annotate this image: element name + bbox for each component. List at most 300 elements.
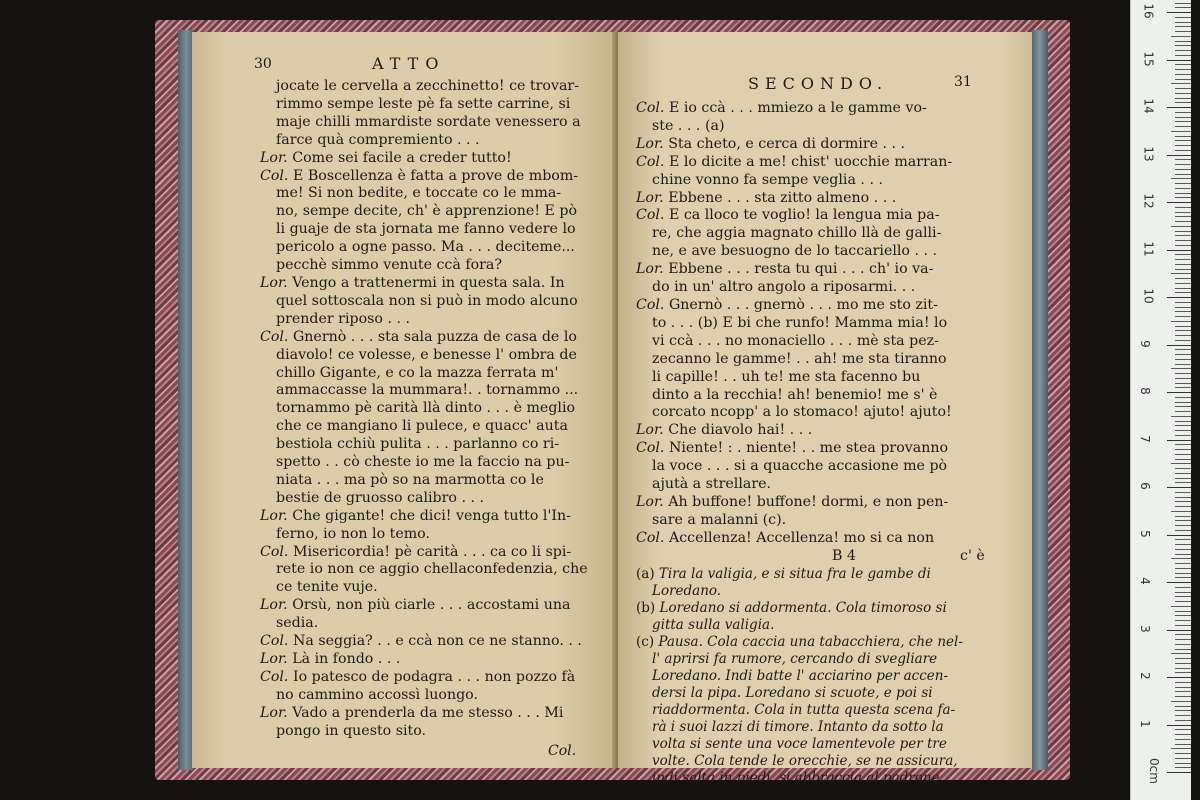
text-line [260,508,612,526]
line-text: ce tenite vuje. [276,579,378,596]
line-text: maje chilli mmardiste sordate venessero a [276,113,581,130]
right-page-text [636,100,1002,548]
ruler-tick [1175,98,1191,99]
ruler-tick [1175,64,1191,65]
left-page-number: 30 [254,56,272,72]
ruler-tick [1175,359,1191,360]
text-line [260,669,612,687]
ruler-label: 15 [1141,50,1156,67]
text-line [636,494,1002,512]
line-text: chine vonno fa sempe veglia . . . [652,171,883,188]
text-line [260,221,612,239]
ruler-tick [1167,250,1191,251]
ruler-tick [1175,539,1191,540]
ruler-tick [1167,582,1191,583]
line-text: Ah buffone! buffone! dormi, e non pen- [663,493,949,510]
ruler-tick [1175,364,1191,365]
ruler-tick [1175,335,1191,336]
speaker-label: Col. [636,529,665,546]
text-line [260,633,612,651]
line-text: Accellenza! Accellenza! mo si ca non [664,529,935,546]
line-text: prender riposo . . . [276,310,410,327]
line-text: spetto . . cò cheste io me la faccio na pu- [276,454,570,471]
ruler-tick [1175,425,1191,426]
text-line [260,329,612,347]
ruler-tick [1175,117,1191,118]
ruler-tick [1175,159,1191,160]
ruler-tick [1175,544,1191,545]
ruler-tick [1175,174,1191,175]
speaker-label: Col. [636,440,665,457]
ruler-tick [1175,264,1191,265]
ruler-tick [1175,720,1191,721]
footnote-line [636,566,1032,583]
line-text: li capille! . . uh te! me sta facenno bu [652,368,921,385]
ruler-tick [1175,292,1191,293]
ruler-tick [1175,682,1191,683]
speaker-label: Lor. [260,597,288,614]
ruler-tick [1175,188,1191,189]
line-text: E io ccà . . . mmiezo a le gamme vo- [664,100,927,116]
ruler-tick [1175,577,1191,578]
page-edge-right [1032,30,1048,770]
ruler-tick [1175,221,1191,222]
signature-mark: B 4 [832,547,856,564]
text-line [260,78,612,96]
footnote-text: l' aprirsi fa rumore, cercando di svegliare [652,650,938,667]
text-line [636,225,1002,243]
text-line [636,476,1002,494]
line-text: Orsù, non più ciarle . . . accostami una [287,597,571,614]
ruler-tick [1167,487,1191,488]
ruler-label: 1 [1137,719,1152,728]
ruler-tick [1175,601,1191,602]
line-text: che ce mangiano li pulece, e quacc' auta [276,418,568,435]
text-line [260,347,612,365]
text-line [260,150,612,168]
ruler-tick [1175,482,1191,483]
line-text: ferno, io non lo temo. [276,525,430,542]
line-text: E lo dicite a me! chist' uocchie marran- [664,153,953,170]
text-line [636,369,1002,387]
ruler-tick [1175,497,1191,498]
footnote-line [636,753,1032,770]
ruler-tick [1175,330,1191,331]
ruler-label: 4 [1137,577,1152,585]
ruler-tick [1175,402,1191,403]
ruler-tick [1175,326,1191,327]
ruler-tick [1175,530,1191,531]
line-text: E ca lloco te voglio! la lengua mia pa- [664,207,940,224]
ruler-tick [1175,672,1191,673]
ruler-tick [1175,611,1191,612]
line-text: Io patesco de podagra . . . non pozzo fà [288,668,576,685]
line-text: no, sempe decite, ch' è apprenzione! E pò [276,203,578,220]
line-text: Niente! : . niente! . . me stea provanno [664,440,949,457]
ruler-tick [1175,729,1191,730]
ruler-tick [1167,677,1191,678]
line-text: pongo in questo sito. [276,722,427,739]
ruler-tick [1175,26,1191,27]
footnote-text: gitta sulla valigia. [652,616,775,633]
ruler-tick [1175,501,1191,502]
footnote-marker: (b) [636,599,656,616]
ruler-tick [1175,473,1191,474]
ruler-tick [1175,17,1191,18]
ruler-tick [1175,753,1191,754]
line-text: Ebbene . . . sta zitto almeno . . . [663,189,897,206]
ruler-tick [1175,387,1191,388]
line-text: zecanno le gamme! . . ah! me sta tiranno [652,350,947,367]
text-line [260,400,612,418]
text-line [636,512,1002,530]
text-line [260,311,612,329]
ruler-tick [1175,634,1191,635]
ruler-tick [1175,121,1191,122]
text-line [636,279,1002,297]
line-text: to . . . (b) E bi che runfo! Mamma mia! lo [652,314,948,331]
ruler-tick [1171,368,1191,369]
ruler-tick [1175,573,1191,574]
speaker-label: Col. [636,153,665,170]
speaker-label: Col. [636,100,665,116]
line-text: diavolo! ce volesse, e benesse l' ombra de [276,346,577,363]
text-line [636,458,1002,476]
ruler-tick [1175,596,1191,597]
ruler-tick [1175,136,1191,137]
footnote-line [636,583,1032,600]
ruler-tick [1175,454,1191,455]
text-line [636,243,1002,261]
ruler-tick [1175,231,1191,232]
footnote-line [636,719,1032,736]
ruler-tick [1175,492,1191,493]
footnote-line [636,600,1032,617]
ruler-tick [1175,696,1191,697]
line-text: ajutà a strellare. [652,476,772,493]
footnote-text: rà i suoi lazzi di timore. Intanto da sotto la [652,718,944,735]
text-line [260,651,612,669]
ruler-tick [1171,653,1191,654]
line-text: Gnernò . . . gnernò . . . mo me sto zit- [664,296,938,313]
ruler-tick [1171,701,1191,702]
speaker-label: Col. [260,167,289,184]
ruler-tick [1171,226,1191,227]
ruler-tick [1175,383,1191,384]
text-line [260,561,612,579]
footnote-text: indi salta in piedi, si abbraccia al padrone. [652,769,944,786]
text-line [260,490,612,508]
ruler-tick [1175,69,1191,70]
ruler-tick [1175,587,1191,588]
ruler-label: 6 [1137,482,1152,490]
speaker-label: Col. [260,633,289,650]
line-text: jocate le cervella a zecchinetto! ce trovar- [276,78,579,94]
speaker-label: Lor. [260,149,288,166]
ruler-tick [1175,55,1191,56]
ruler-label: 14 [1141,98,1156,114]
ruler-tick [1167,60,1191,61]
ruler-tick [1175,506,1191,507]
text-line [636,387,1002,405]
text-line [636,315,1002,333]
ruler-tick [1175,421,1191,422]
ruler-tick [1175,164,1191,165]
line-text: sedia. [276,615,319,632]
ruler-tick [1171,511,1191,512]
ruler-tick [1171,83,1191,84]
ruler-tick [1175,259,1191,260]
footnote-line [636,634,1032,651]
text-line [260,365,612,383]
line-text: bestiola cchiù pulita . . . parlanno co ri- [276,436,560,453]
text-line [260,705,612,723]
text-line [260,544,612,562]
right-running-head: SECONDO. [748,74,889,93]
line-text: Che gigante! che dici! venga tutto l'In- [287,507,571,524]
right-catchword: c' è [960,547,985,564]
ruler-tick [1175,739,1191,740]
text-line [636,190,1002,208]
footnote-text: volte. Cola tende le orecchie, se ne assicura, [652,752,958,769]
ruler-label: 10 [1141,288,1156,304]
ruler-tick [1175,254,1191,255]
ruler-tick [1175,373,1191,374]
text-line [636,440,1002,458]
ruler-tick [1175,140,1191,141]
line-text: Sta cheto, e cerca di dormire . . . [663,135,906,152]
ruler-tick [1175,288,1191,289]
text-line [636,333,1002,351]
line-text: me! Si non bedite, e toccate co le mma- [276,185,562,202]
ruler-tick [1175,516,1191,517]
ruler-tick [1175,406,1191,407]
text-line [636,172,1002,190]
ruler-tick [1167,297,1191,298]
ruler-tick [1175,145,1191,146]
ruler-label: 13 [1141,145,1156,162]
line-text: Na seggia? . . e ccà non ce ne stanno. . . [288,633,582,650]
text-line [260,454,612,472]
line-text: Che diavolo hai! . . . [663,422,813,439]
ruler-tick [1175,520,1191,521]
text-line [636,136,1002,154]
text-line [260,418,612,436]
footnote-line [636,651,1032,668]
ruler-tick [1175,354,1191,355]
line-text: li guaje de sta jornata me fanno vedere lo [276,221,576,238]
line-text: rimmo sempe leste pè fa sette carrine, si [276,95,571,112]
speaker-label: Col. [260,543,289,560]
ruler-tick [1175,663,1191,664]
ruler-label: 7 [1137,434,1152,443]
ruler-tick [1175,235,1191,236]
left-running-head: ATTO [372,54,446,73]
speaker-label: Lor. [636,189,664,206]
line-text: ne, e ave besuogno de lo taccariello . . . [652,243,938,260]
footnote-line [636,685,1032,702]
speaker-label: Lor. [260,274,288,291]
ruler-tick [1171,178,1191,179]
text-line [260,257,612,275]
ruler-tick [1175,193,1191,194]
ruler-tick [1175,767,1191,768]
line-text: Gnernò . . . sta sala puzza de casa de lo [288,328,577,345]
text-line [260,382,612,400]
ruler-tick [1175,45,1191,46]
text-line [636,100,1002,118]
ruler-tick [1167,345,1191,346]
line-text: la voce . . . si a quacche accasione me pò [652,458,948,475]
ruler-tick [1175,639,1191,640]
ruler-tick [1171,748,1191,749]
ruler-tick [1175,79,1191,80]
line-text: Là in fondo . . . [287,651,401,667]
footnotes [636,566,1032,787]
ruler-tick [1175,307,1191,308]
ruler-tick [1175,411,1191,412]
ruler-tick [1175,397,1191,398]
ruler-tick [1175,245,1191,246]
line-text: ste . . . (a) [652,117,725,134]
left-catchword: Col. [548,742,577,759]
speaker-label: Col. [260,668,289,685]
footnote-text: Pausa. Cola caccia una tabacchiera, che nel- [654,633,963,650]
line-text: E Boscellenza è fatta a prove de mbom- [288,167,579,184]
text-line [260,579,612,597]
speaker-label: Lor. [260,704,288,721]
line-text: tornammo pè carità llà dinto . . . è meglio [276,400,576,417]
speaker-label: Col. [636,207,665,224]
ruler-tick [1175,744,1191,745]
ruler-tick [1175,478,1191,479]
ruler-label: 2 [1137,672,1152,680]
ruler-label: 8 [1137,387,1152,395]
ruler-label: 11 [1141,240,1156,257]
line-text: pecchè simmo venute ccà fora? [276,257,502,274]
ruler-tick [1175,102,1191,103]
line-text: dinto a la recchia! ah! benemio! me s' è [652,386,938,403]
ruler-tick [1175,658,1191,659]
ruler-tick [1175,212,1191,213]
ruler-tick [1171,416,1191,417]
ruler-tick [1175,554,1191,555]
ruler-tick [1167,440,1191,441]
ruler-tick [1167,535,1191,536]
text-line [636,261,1002,279]
text-line [636,297,1002,315]
ruler-tick [1175,316,1191,317]
footnote-line [636,770,1032,787]
text-line [260,597,612,615]
line-text: sare a malanni (c). [652,511,787,528]
ruler-tick [1167,155,1191,156]
ruler-tick [1167,772,1191,773]
ruler-tick [1167,630,1191,631]
ruler-tick [1175,349,1191,350]
ruler-tick [1175,644,1191,645]
ruler-tick [1175,734,1191,735]
ruler-tick [1175,22,1191,23]
ruler-tick [1175,93,1191,94]
footnote-line [636,702,1032,719]
text-line [260,293,612,311]
footnote-text: Loredano. [652,582,722,599]
ruler-tick [1175,715,1191,716]
footnote-text: Tira la valigia, e si situa fra le gambe di [654,565,931,582]
text-line [636,207,1002,225]
ruler-tick [1175,691,1191,692]
ruler-tick [1175,169,1191,170]
line-text: Vado a prenderla da me stesso . . . Mi [287,704,564,721]
ruler-tick [1175,378,1191,379]
ruler-tick [1175,340,1191,341]
text-line [260,723,612,741]
ruler-tick [1175,311,1191,312]
ruler-tick [1175,758,1191,759]
text-line [636,404,1002,422]
ruler-tick [1171,321,1191,322]
footnote-line [636,668,1032,685]
text-line [260,96,612,114]
line-text: corcato ncopp' a lo stomaco! ajuto! ajuto! [652,404,952,421]
ruler-tick [1175,430,1191,431]
speaker-label: Lor. [260,507,288,524]
line-text: re, che aggia magnato chillo llà de galli- [652,225,942,242]
ruler-tick [1175,240,1191,241]
speaker-label: Col. [636,296,665,313]
ruler-tick [1175,549,1191,550]
line-text: bestie de gruosso calibro . . . [276,489,484,506]
ruler-tick [1175,88,1191,89]
ruler-tick [1175,649,1191,650]
text-line [636,351,1002,369]
ruler-tick [1175,687,1191,688]
ruler-tick [1171,463,1191,464]
text-line [260,168,612,186]
speaker-label: Lor. [260,651,288,667]
line-text: chillo Gigante, e co la mazza ferrata m' [276,364,559,381]
ruler-label: 12 [1141,193,1156,209]
ruler-tick [1175,3,1191,4]
ruler-tick [1167,107,1191,108]
ruler-tick [1175,50,1191,51]
text-line [260,526,612,544]
ruler-tick [1175,620,1191,621]
footnote-text: volta si sente una voce lamentevole per tre [652,735,947,752]
ruler-tick [1175,126,1191,127]
ruler-tick [1175,269,1191,270]
footnote-line [636,617,1032,634]
line-text: Ebbene . . . resta tu qui . . . ch' io va- [663,261,934,278]
ruler-tick [1175,31,1191,32]
ruler-tick [1175,74,1191,75]
footnote-text: Loredano. Indi batte l' acciarino per accen- [652,667,949,684]
footnote-line [636,736,1032,753]
ruler-tick [1175,278,1191,279]
ruler-tick [1171,273,1191,274]
speaker-label: Lor. [636,261,664,278]
left-page [192,32,616,768]
speaker-label: Lor. [636,135,664,152]
ruler-tick [1175,197,1191,198]
ruler-tick [1175,444,1191,445]
ruler-tick [1175,435,1191,436]
ruler-tick [1175,449,1191,450]
line-text: ammaccasse la mummara!. . tornammo ... [276,382,579,399]
ruler-tick [1175,112,1191,113]
ruler-tick [1175,207,1191,208]
